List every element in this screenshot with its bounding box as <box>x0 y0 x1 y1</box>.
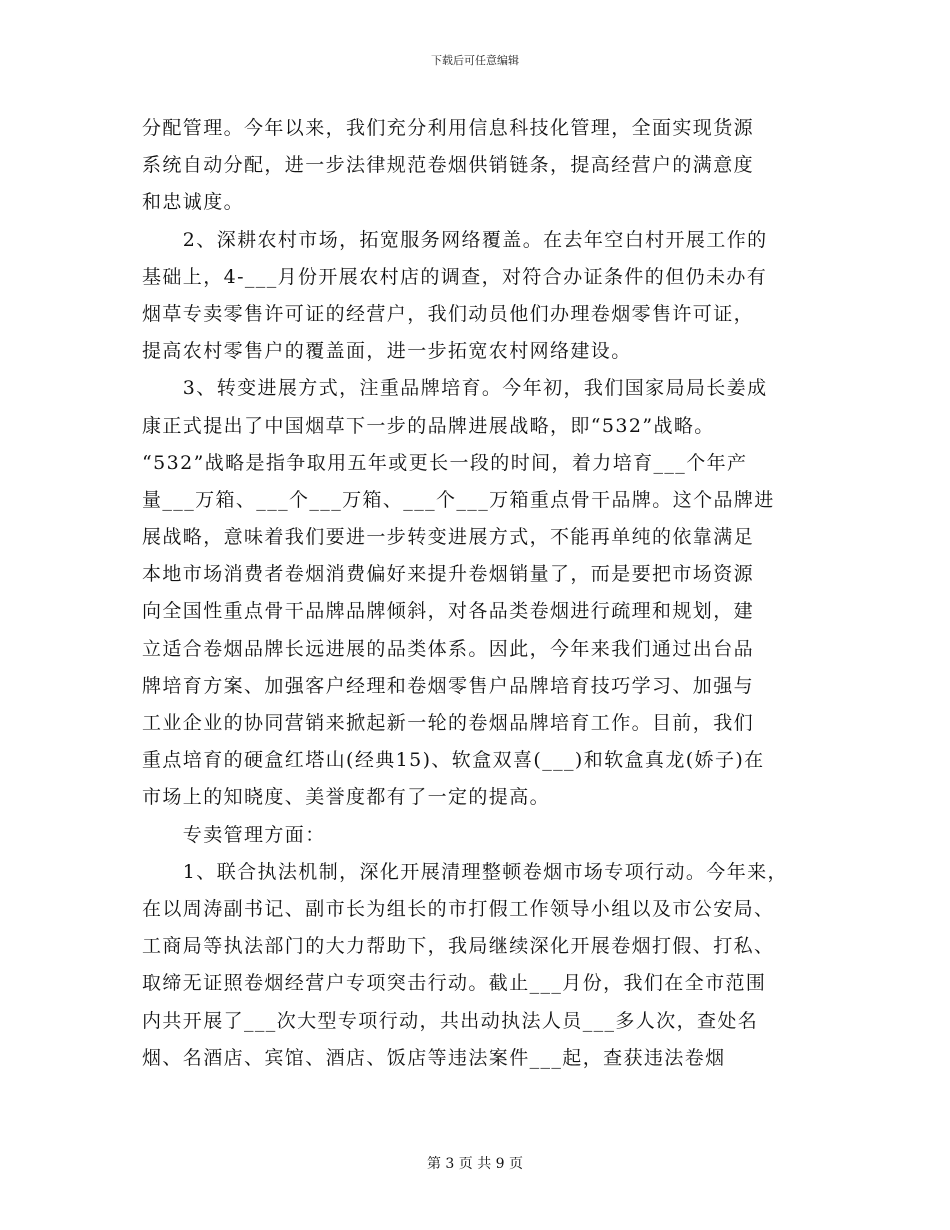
text-line: 向全国性重点骨干品牌品牌倾斜，对各品类卷烟进行疏理和规划，建 <box>142 600 755 623</box>
text-line: 和忠诚度。 <box>142 191 245 214</box>
text-line: 市场上的知晓度、美誉度都有了一定的提高。 <box>142 786 551 809</box>
text-line: 1、联合执法机制，深化开展清理整顿卷烟市场专项行动。今年来， <box>142 860 788 883</box>
text-line: 工业企业的协同营销来掀起新一轮的卷烟品牌培育工作。目前，我们 <box>142 712 755 734</box>
text-line: 内共开展了___次大型专项行动，共出动执法人员___多人次，查处名 <box>142 1009 759 1032</box>
text-line: 烟、名酒店、宾馆、酒店、饭店等违法案件___起，查获违法卷烟 <box>142 1046 726 1069</box>
text-line: 牌培育方案、加强客户经理和卷烟零售户品牌培育技巧学习、加强与 <box>142 674 755 697</box>
text-line: 提高农村零售户的覆盖面，进一步拓宽农村网络建设。 <box>142 340 632 363</box>
page-number: 第 3 页 共 9 页 <box>426 1156 524 1172</box>
text-line: 工商局等执法部门的大力帮助下，我局继续深化开展卷烟打假、打私、 <box>142 935 775 958</box>
page-header: 下载后可任意编辑 <box>431 54 519 67</box>
text-line: 本地市场消费者卷烟消费偏好来提升卷烟销量了，而是要把市场资源 <box>142 563 755 586</box>
text-line: 分配管理。今年以来，我们充分利用信息科技化管理，全面实现货源 <box>142 117 755 139</box>
text-line: “532”战略是指争取用五年或更长一段的时间，着力培育___个年产 <box>142 451 748 474</box>
text-line: 取缔无证照卷烟经营户专项突击行动。截止___月份，我们在全市范围 <box>142 972 767 995</box>
text-line: 重点培育的硬盒红塔山(经典15)、软盒双喜(___)和软盒真龙(娇子)在 <box>142 749 765 772</box>
text-line: 立适合卷烟品牌长远进展的品类体系。因此，今年来我们通过出台品 <box>142 637 755 660</box>
text-line: 2、深耕农村市场，拓宽服务网络覆盖。在去年空白村开展工作的 <box>142 228 768 251</box>
text-line: 展战略，意味着我们要进一步转变进展方式，不能再单纯的依靠满足 <box>142 526 755 549</box>
text-line: 基础上，4-___月份开展农村店的调查，对符合办证条件的但仍未办有 <box>142 265 768 288</box>
text-line: 康正式提出了中国烟草下一步的品牌进展战略，即“532”战略。 <box>142 414 715 437</box>
text-line: 量___万箱、___个___万箱、___个___万箱重点骨干品牌。这个品牌进 <box>142 488 775 511</box>
section-heading: 专卖管理方面： <box>142 823 326 846</box>
text-line: 系统自动分配，进一步法律规范卷烟供销链条，提高经营户的满意度 <box>142 154 755 177</box>
text-line: 在以周涛副书记、副市长为组长的市打假工作领导小组以及市公安局、 <box>142 897 775 920</box>
document-body <box>142 110 832 1077</box>
text-line: 烟草专卖零售许可证的经营户，我们动员他们办理卷烟零售许可证， <box>142 302 755 325</box>
text-line: 3、转变进展方式，注重品牌培育。今年初，我们国家局局长姜成 <box>142 377 768 400</box>
